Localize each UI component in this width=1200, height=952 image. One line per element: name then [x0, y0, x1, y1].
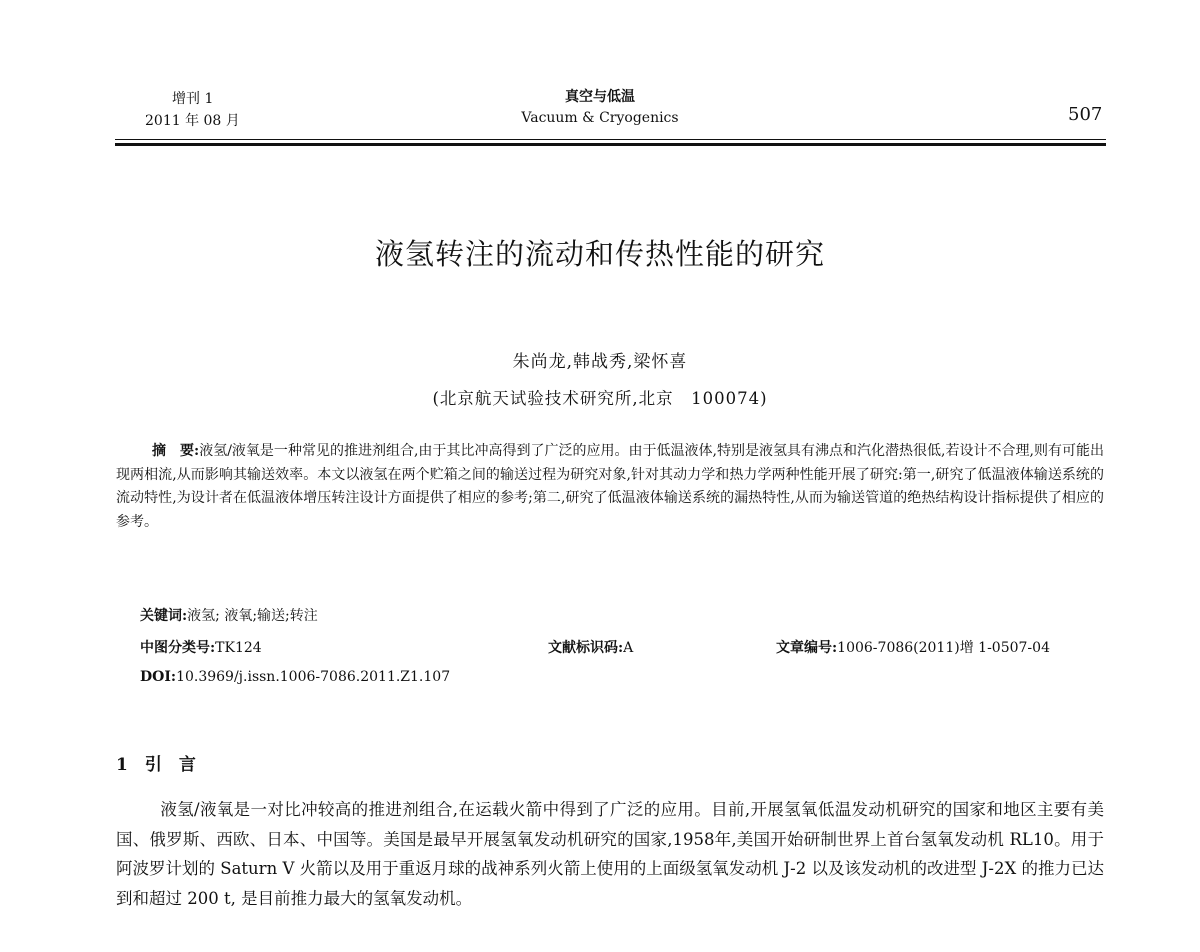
header-page-number: 507	[1068, 104, 1103, 125]
clc-label: 中图分类号:	[140, 640, 216, 656]
doc-code-line	[548, 637, 633, 657]
section-body	[116, 795, 1104, 913]
article-number-line	[776, 637, 1050, 657]
article-number-value: 1006-7086(2011)增 1-0507-04	[837, 640, 1050, 656]
doi-line	[140, 669, 450, 685]
article-number-label: 文章编号:	[776, 640, 838, 656]
header-issue: 增刊 1	[172, 91, 214, 107]
header-journal-cn: 真空与低温	[565, 89, 635, 105]
header-journal-en: Vacuum & Cryogenics	[521, 110, 679, 126]
doc-code-value: A	[623, 640, 634, 656]
abstract-label: 摘 要:	[152, 443, 200, 459]
keywords-line	[140, 605, 318, 625]
header-date: 2011 年 08 月	[145, 113, 240, 129]
keywords-value: 液氢; 液氧;输送;转注	[187, 608, 318, 624]
section-paragraph: 液氢/液氧是一对比冲较高的推进剂组合,在运载火箭中得到了广泛的应用。目前,开展氢氧低温发动机研究的国家和地区主要有美国、俄罗斯、西欧、日本、中国等。美国是最早开展氢氧发动机研究的国家,1958年,美国开始研制世界上首台氢氧发动机 RL10。用于阿波罗计划的 Saturn V 火箭以及用于重返月球的战神系列火箭上使用的上面级氢氧发动机 J-2 以及该发动机的改进型 J-2X 的推力已达到和超过 200 t, 是目前推力最大的氢氧发动机。	[116, 800, 1104, 908]
clc-value: TK124	[215, 640, 262, 656]
header-rule-thin	[115, 139, 1106, 140]
doc-code-label: 文献标识码:	[548, 640, 624, 656]
paper-title: 液氢转注的流动和传热性能的研究	[374, 237, 825, 271]
paper-affiliation: (北京航天试验技术研究所,北京 100074)	[432, 389, 768, 408]
doi-label: DOI:	[140, 669, 177, 685]
section-heading: 1 引 言	[116, 755, 196, 775]
doi-value: 10.3969/j.issn.1006-7086.2011.Z1.107	[176, 669, 451, 685]
clc-line	[140, 637, 262, 657]
abstract-text: 液氢/液氧是一种常见的推进剂组合,由于其比冲高得到了广泛的应用。由于低温液体,特别是液氢具有沸点和汽化潜热很低,若设计不合理,则有可能出现两相流,从而影响其输送效率。本文以液氢在两个贮箱之间的输送过程为研究对象,针对其动力学和热力学两种性能开展了研究:第一,研究了低温液体输送系统的流动特性,为设计者在低温液体增压转注设计方面提供了相应的参考;第二,研究了低温液体输送系统的漏热特性,从而为输送管道的绝热结构设计指标提供了相应的参考。	[116, 443, 1105, 530]
paper-authors: 朱尚龙,韩战秀,梁怀喜	[512, 352, 688, 372]
header-rule-thick	[115, 143, 1106, 146]
keywords-label: 关键词:	[140, 608, 188, 624]
abstract-block	[116, 440, 1104, 534]
